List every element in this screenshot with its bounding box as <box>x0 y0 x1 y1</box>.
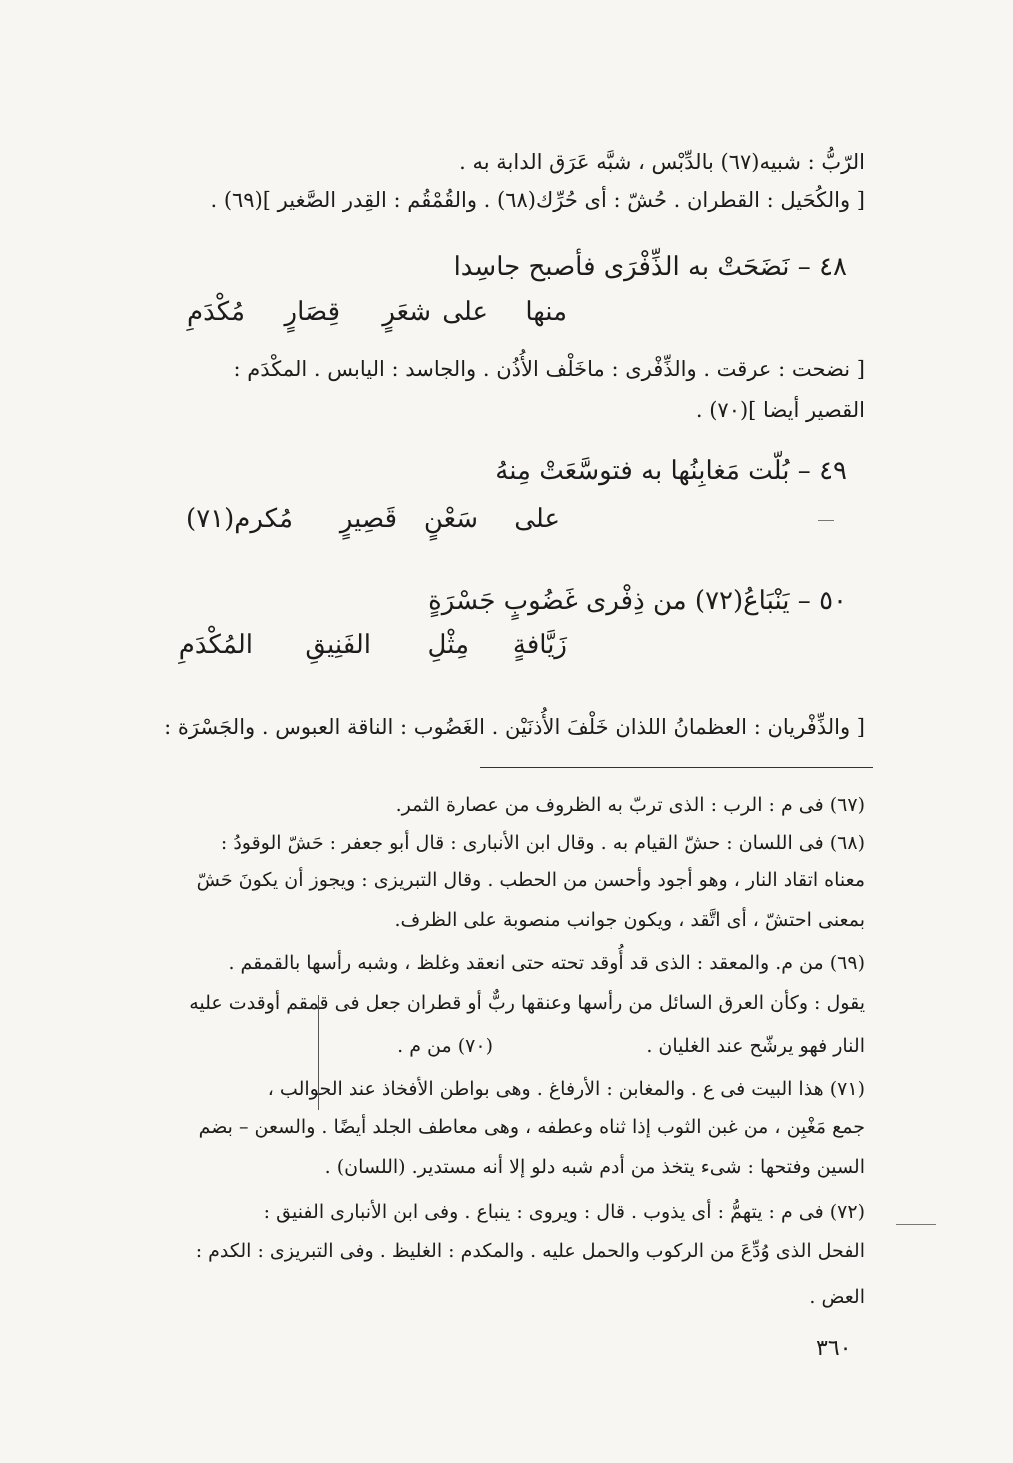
gloss-line: القصير أيضا ](٧٠) . <box>695 398 865 422</box>
gloss-line: [ والكُحَيل : القطران . حُشّ : أى حُرِّك(٦٨) . والقُمْقُم : القِدر الصَّغير ](٦٩) . <box>210 188 865 212</box>
verse-word: سَعْنٍ <box>423 504 478 534</box>
footnote-line: (٧٢) فى م : يتهمُّ : أى يذوب . قال : ويروى : ينباع . وفى ابن الأنبارى الفنيق : <box>263 1201 865 1223</box>
footnote-line: (٦٨) فى اللسان : حشّ القيام به . وقال ابن الأنبارى : قال أبو جعفر : حَشّ الوقودُ : <box>220 832 865 854</box>
verse-word: قِصَارٍ <box>284 297 340 327</box>
gloss-line: الرّبُّ : شبيه(٦٧) بالدِّبْس ، شبَّه عَرَق الدابة به . <box>459 150 865 174</box>
footnote-line: العض . <box>809 1286 865 1308</box>
verse-word: المُكْدَمِ <box>178 630 253 660</box>
verse-word: مُكرم(٧١) <box>186 504 293 534</box>
footnote-separator <box>480 767 873 768</box>
verse-word: زَيَّافةٍ <box>512 630 567 660</box>
footnote-70: (٧٠) من م . <box>397 1035 493 1057</box>
verse-50-first-hemistich: ٥٠ – يَنْبَاعُ(٧٢) من ذِفْرى غَضُوبٍ جَسْرَةٍ <box>428 586 847 616</box>
verse-word: منها <box>525 297 567 327</box>
verse-word: على <box>442 297 488 327</box>
footnote-line: السين وفتحها : شىء يتخذ من أدم شبه دلو إلا أنه مستدير. (اللسان) . <box>324 1156 865 1178</box>
verse-48-first-hemistich: ٤٨ – نَضَحَتْ به الذِّفْرَى فأصبح جاسِدا <box>453 252 847 282</box>
footnote-line: جمع مَغْبِن ، من غبن الثوب إذا ثناه وعطفه ، وهى معاطف الجلد أيضًا . والسعن – بضم <box>198 1116 865 1138</box>
gloss-line: [ نضحت : عرقت . والذِّفْرى : ماخَلْف الأُذُن . والجاسد : اليابس . المكْدَم : <box>233 357 865 381</box>
footnote-line: (٦٩) من م. والمعقد : الذى قد أُوقد تحته حتى انعقد وغلظ ، وشبه رأسها بالقمقم . <box>228 952 865 974</box>
scan-mark <box>318 995 319 1110</box>
footnote-line: معناه اتقاد النار ، وهو أجود وأحسن من الحطب . وقال التبريزى : ويجوز أن يكونَ حَشّ <box>196 869 865 891</box>
footnote-line: الفحل الذى وُدِّعَ من الركوب والحمل عليه . والمكدم : الغليظ . وفى التبريزى : الكدم : <box>195 1240 865 1262</box>
verse-word: الفَنِيقِ <box>305 630 371 660</box>
footnote-line: يقول : وكأن العرق السائل من رأسها وعنقها ربٌّ أو قطران جعل فى قمقم أوقدت عليه <box>189 992 865 1014</box>
footnote-line: (٦٧) فى م : الرب : الذى تربّ به الظروف من عصارة الثمر. <box>395 794 865 816</box>
verse-word: قَصِيرٍ <box>339 504 397 534</box>
verse-word: على <box>514 504 560 534</box>
scan-mark <box>896 1224 936 1225</box>
footnote-line: بمعنى احتشّ ، أى اتَّقد ، ويكون جوانب منصوبة على الظرف. <box>394 909 865 931</box>
verse-word: شعَرٍ <box>382 297 431 327</box>
verse-49-first-hemistich: ٤٩ – بُلّت مَغابِنُها به فتوسَّعَتْ مِنهُ <box>495 456 847 486</box>
scan-mark <box>818 520 834 521</box>
verse-word: مِثْلِ <box>427 630 469 660</box>
page-number: ٣٦٠ <box>816 1336 852 1361</box>
footnote-line: (٧١) هذا البيت فى ع . والمغابن : الأرفاغ . وهى بواطن الأفخاذ عند الحوالب ، <box>267 1078 865 1100</box>
verse-word: مُكْدَمِ <box>186 297 245 327</box>
footnote-line: النار فهو يرشّح عند الغليان . <box>646 1035 865 1057</box>
gloss-line: [ والذِّفْريان : العظمانُ اللذان خَلْفَ الأُذنَيْن . الغَضُوب : الناقة العبوس . والجَسْرَة : <box>164 715 865 739</box>
